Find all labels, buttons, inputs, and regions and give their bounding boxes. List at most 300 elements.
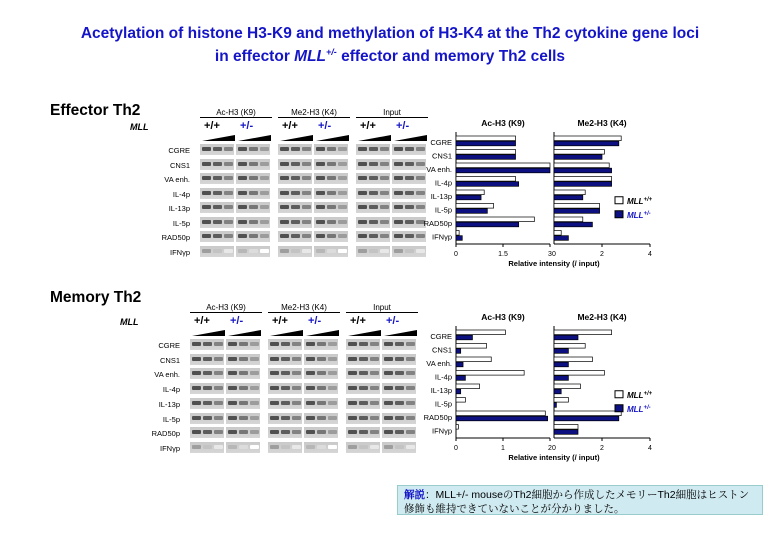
gel-band [202,191,211,195]
bar-wt [456,371,524,376]
gel-row-label: RAD50p [161,233,190,242]
bar-het [554,416,619,421]
memory-section-title: Memory Th2 [50,289,142,306]
gel-band [192,371,201,375]
gel-band [270,416,279,420]
category-label: CGRE [430,332,452,341]
gel-header-input: Input [346,303,418,313]
gel-band [224,176,233,180]
bar-wt [554,150,604,155]
gel-band [395,357,404,361]
gel-band [384,371,393,375]
gel-band [358,191,367,195]
gel-band [213,176,222,180]
gel-band [369,147,378,151]
page-title-line2 [0,43,780,66]
gel-band [359,416,368,420]
gel-band [358,176,367,180]
gel-lane [268,398,302,409]
gel-band [228,357,237,361]
gel-lane [356,217,390,228]
gel-band [348,401,357,405]
gel-band [359,401,368,405]
bar-wt [456,344,487,349]
bar-wt [554,177,612,182]
gel-band [213,205,222,209]
bar-wt [456,425,458,430]
gel-lane [236,173,270,184]
gel-band [358,220,367,224]
gel-lane [236,246,270,257]
bar-het [554,141,619,146]
gel-lane [236,217,270,228]
bar-het [456,236,462,241]
gel-band [316,205,325,209]
bar-wt [554,411,621,416]
gel-band [327,176,336,180]
gel-lane [304,368,338,379]
gel-band [203,342,212,346]
gel-band [203,371,212,375]
gel-lane [304,383,338,394]
legend-label-het: MLL+/- [627,210,651,220]
bar-het [456,222,519,227]
gel-band [280,234,289,238]
gel-band [369,234,378,238]
gel-gradient-triangle [306,330,339,336]
gel-band [394,191,403,195]
panel-title: Ac-H3 (K9) [481,312,525,322]
gel-band [369,220,378,224]
gel-band [213,234,222,238]
gel-band [292,445,301,449]
gel-genotype-het: +/- [386,315,400,327]
gel-lane [382,383,416,394]
gel-genotype-het: +/- [230,315,244,327]
bar-het [456,195,481,200]
x-tick-label: 0 [552,251,556,258]
gel-genotype-wt: +/+ [350,315,366,327]
gel-band [338,162,347,166]
gel-lane [314,159,348,170]
x-axis-label: Relative intensity (/ input) [508,453,600,462]
gel-band [316,176,325,180]
gel-band [327,234,336,238]
gel-band [338,220,347,224]
gel-lane [190,368,224,379]
legend-swatch-wt [615,197,623,204]
gel-band [395,430,404,434]
memory-chart [412,306,662,468]
gel-band [260,191,269,195]
gel-band [384,342,393,346]
gel-band [249,147,258,151]
gel-header-me: Me2-H3 (K4) [268,303,340,313]
bar-wt [456,398,465,403]
gel-band [280,249,289,253]
gel-band [348,416,357,420]
gel-band [192,357,201,361]
gel-lane [278,144,312,155]
gel-band [214,430,223,434]
gel-header-ac: Ac-H3 (K9) [190,303,262,313]
category-label: IL-5p [434,205,452,215]
gel-lane [200,173,234,184]
legend-swatch-het [615,211,623,218]
gel-lane [200,159,234,170]
gel-band [280,205,289,209]
bar-het [554,155,602,160]
gel-band [328,445,337,449]
bar-wt [456,384,480,389]
gel-genotype-het: +/- [308,315,322,327]
bar-het [554,349,568,354]
bar-het [456,141,516,146]
gel-band [281,430,290,434]
gel-row-label: IFNγp [169,247,190,257]
gel-band [202,220,211,224]
gel-band [192,386,201,390]
bar-het [456,376,465,381]
gel-header-input: Input [356,108,428,118]
bar-het [456,182,519,187]
title-post: effector and memory Th2 cells [336,48,566,66]
gel-band [369,205,378,209]
gel-lane [382,354,416,365]
gel-gradient-triangle [358,135,391,141]
gel-band [395,386,404,390]
category-label: IL-13p [430,386,452,395]
bar-wt [554,163,609,168]
gel-band [238,176,247,180]
bar-het [554,430,578,435]
gel-band [384,416,393,420]
gel-row-label: IL-4p [162,385,180,395]
x-tick-label: 3 [548,251,552,258]
gel-band [238,162,247,166]
gel-lane [314,217,348,228]
gel-band [394,205,403,209]
gel-band [359,430,368,434]
gel-band [395,445,404,449]
gel-band [260,147,269,151]
gel-band [239,416,248,420]
gel-band [228,445,237,449]
gel-band [317,357,326,361]
gel-band [228,416,237,420]
gel-band [302,234,311,238]
gel-band [238,249,247,253]
gel-band [260,162,269,166]
x-tick-label: 1 [501,445,505,452]
gel-band [239,386,248,390]
bar-het [456,209,487,214]
category-label: CGRE [430,138,452,147]
gel-band [239,342,248,346]
gel-lane [278,173,312,184]
gel-band [302,249,311,253]
gel-band [370,342,379,346]
gel-lane [200,188,234,199]
gel-band [394,234,403,238]
gel-band [306,445,315,449]
gel-lane [356,246,390,257]
gel-band [395,371,404,375]
gel-band [306,430,315,434]
gel-band [338,147,347,151]
gel-gradient-triangle [202,135,235,141]
gel-band [202,205,211,209]
gel-row-label: IL-13p [168,204,190,213]
gel-gradient-triangle [316,135,349,141]
gel-band [317,401,326,405]
gel-band [228,430,237,434]
gel-band [316,249,325,253]
x-tick-label: 0 [454,445,458,452]
gel-band [228,401,237,405]
bar-het [456,362,463,367]
gel-band [260,205,269,209]
gel-band [358,147,367,151]
gel-lane [226,383,260,394]
gel-lane [226,427,260,438]
gel-lane [278,217,312,228]
category-label: IL-13p [430,192,452,201]
gel-row-label: VA enh. [154,370,180,380]
gel-genotype-wt: +/+ [282,120,298,132]
x-tick-label: 4 [648,251,652,258]
bar-het [456,155,516,160]
gel-band [306,416,315,420]
bar-het [554,403,556,408]
gel-band [214,416,223,420]
gel-band [270,386,279,390]
gel-lane [268,413,302,424]
gel-lane [226,398,260,409]
gel-band [192,401,201,405]
category-label: IFNγp [431,232,452,242]
gel-lane [314,202,348,213]
bar-wt [554,204,600,209]
gel-band [280,220,289,224]
gel-mll-label: MLL [130,122,149,132]
gel-band [292,430,301,434]
gel-band [260,176,269,180]
gel-band [250,357,259,361]
gel-lane [356,173,390,184]
gel-band [359,386,368,390]
category-label: IL-4p [434,372,452,382]
gel-band [338,249,347,253]
gel-band [327,147,336,151]
bar-het [456,389,461,394]
gel-band [249,176,258,180]
gel-lane [200,202,234,213]
gel-band [327,205,336,209]
gel-lane [382,398,416,409]
gel-lane [268,354,302,365]
gel-lane [268,383,302,394]
gel-band [281,401,290,405]
gel-band [228,371,237,375]
gel-band [203,445,212,449]
gel-row-label: CGRE [168,146,190,155]
gel-band [384,430,393,434]
x-axis-label: Relative intensity (/ input) [508,259,600,268]
gel-band [395,401,404,405]
gel-band [317,445,326,449]
gel-band [213,162,222,166]
bar-het [554,195,583,200]
gel-lane [346,354,380,365]
gel-band [280,147,289,151]
gel-band [202,234,211,238]
effector-chart [412,112,662,272]
gel-band [192,342,201,346]
explanation-note [397,485,763,515]
gel-band [370,445,379,449]
gel-row-label: IL-13p [158,399,180,409]
gel-band [328,342,337,346]
gel-lane [278,202,312,213]
gel-band [316,220,325,224]
gel-lane [356,144,390,155]
gel-band [239,445,248,449]
legend-swatch-het [615,405,623,412]
gel-band [306,401,315,405]
bar-wt [456,190,484,195]
gel-band [224,220,233,224]
bar-wt [456,217,534,222]
gel-band [260,234,269,238]
gel-genotype-wt: +/+ [272,315,288,327]
gel-band [380,205,389,209]
gel-band [280,191,289,195]
gel-lane [236,159,270,170]
gel-band [192,430,201,434]
gel-band [281,357,290,361]
bar-wt [554,217,583,222]
gel-gradient-triangle [270,330,303,336]
gel-band [238,205,247,209]
gel-band [316,234,325,238]
gel-band [348,445,357,449]
gel-band [213,249,222,253]
gel-band [291,205,300,209]
gel-gradient-triangle [238,135,271,141]
bar-wt [456,163,550,168]
gel-band [260,220,269,224]
gel-header-ac: Ac-H3 (K9) [200,108,272,118]
gel-band [348,357,357,361]
gel-band [270,430,279,434]
gel-band [250,371,259,375]
bar-wt [456,136,516,141]
gel-gradient-triangle [348,330,381,336]
gel-band [370,386,379,390]
x-tick-label: 0 [552,445,556,452]
note-key: 解説 [404,489,425,501]
gel-band [249,162,258,166]
gel-band [380,249,389,253]
bar-het [554,376,568,381]
gel-lane [304,442,338,453]
bar-het [554,389,561,394]
gel-band [202,162,211,166]
gel-lane [226,442,260,453]
gel-band [370,416,379,420]
gel-band [302,162,311,166]
bar-het [554,209,600,214]
gel-lane [356,231,390,242]
title-pre: in effector [214,48,295,66]
category-label: CNS1 [431,151,452,161]
gel-band [238,220,247,224]
gel-lane [226,368,260,379]
gel-band [281,416,290,420]
gel-band [214,386,223,390]
gel-lane [346,427,380,438]
gel-band [192,445,201,449]
category-label: IL-4p [434,178,452,188]
gel-row-label: CGRE [158,341,180,350]
gel-band [280,176,289,180]
gel-lane [382,442,416,453]
gel-band [202,147,211,151]
gel-lane [226,339,260,350]
gel-band [358,205,367,209]
gel-band [280,162,289,166]
gel-band [338,205,347,209]
gel-genotype-wt: +/+ [194,315,210,327]
bar-wt [554,231,561,236]
gel-band [250,416,259,420]
gel-band [380,147,389,151]
gel-gradient-triangle [228,330,261,336]
gel-band [327,249,336,253]
bar-wt [456,330,505,335]
gel-band [239,371,248,375]
gel-row-label: IL-5p [162,414,180,424]
gel-lane [278,188,312,199]
gel-lane [382,427,416,438]
bar-het [456,168,550,173]
gel-lane [314,246,348,257]
bar-wt [554,344,585,349]
gel-band [213,220,222,224]
gel-band [338,176,347,180]
gel-band [316,162,325,166]
gel-row-label: RAD50p [151,429,180,439]
gel-lane [268,368,302,379]
gel-band [380,191,389,195]
gel-lane [382,368,416,379]
gel-lane [346,339,380,350]
bar-wt [456,411,545,416]
gel-lane [356,159,390,170]
gel-band [224,147,233,151]
gel-band [369,162,378,166]
bar-het [554,335,578,340]
gel-band [316,191,325,195]
x-tick-label: 2 [600,251,604,258]
gel-band [292,401,301,405]
x-tick-label: 2 [548,445,552,452]
gel-band [306,371,315,375]
gel-band [302,205,311,209]
bar-het [554,236,568,241]
gel-band [249,220,258,224]
